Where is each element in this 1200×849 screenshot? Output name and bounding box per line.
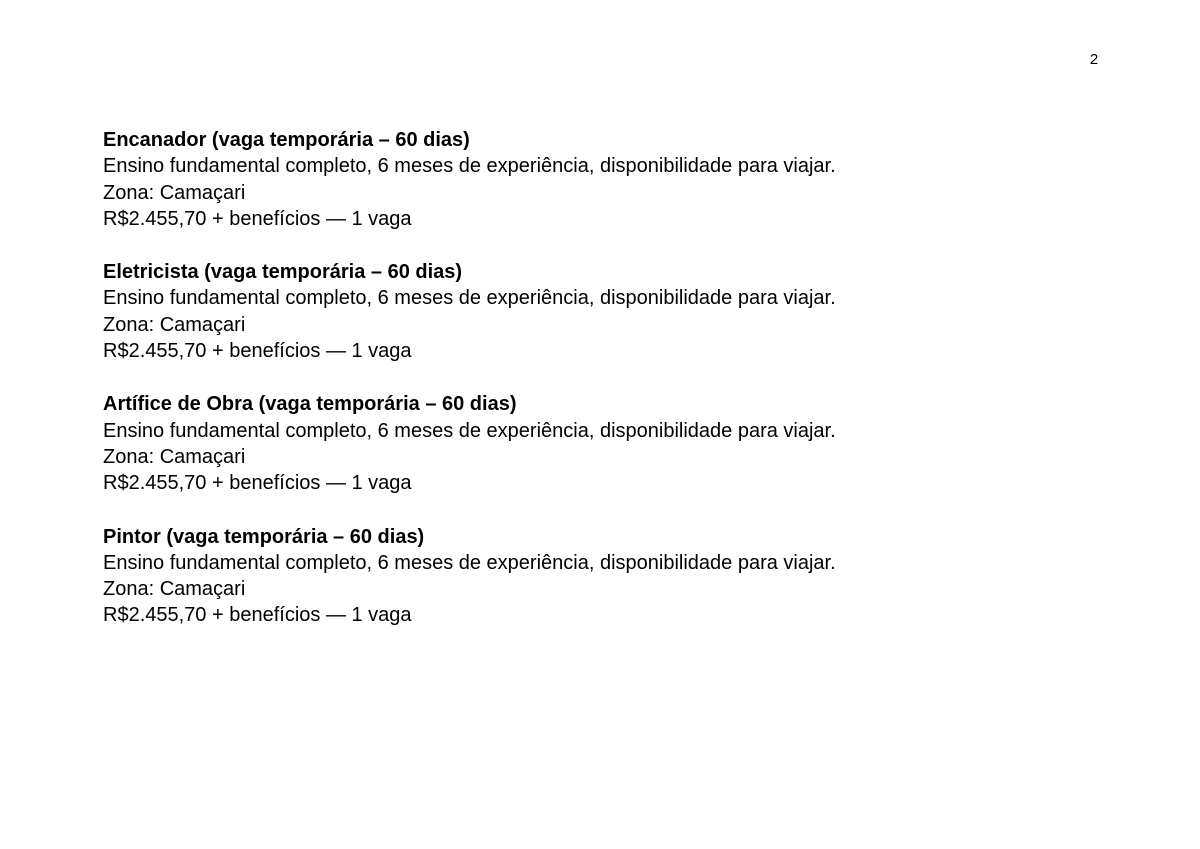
job-title: Pintor (vaga temporária – 60 dias) [103,525,425,548]
page-number: 2 [1089,51,1099,68]
job-salary: R$2.455,70 + benefícios — 1 vaga [103,207,412,230]
job-requirements: Ensino fundamental completo, 6 meses de experiência, disponibilidade para viajar. [103,419,836,442]
job-requirements: Ensino fundamental completo, 6 meses de experiência, disponibilidade para viajar. [103,551,836,574]
job-salary: R$2.455,70 + benefícios — 1 vaga [103,604,412,627]
job-listings [103,127,1103,656]
job-listing-pintor [103,524,1103,629]
job-title: Encanador (vaga temporária – 60 dias) [103,129,470,151]
job-salary: R$2.455,70 + benefícios — 1 vaga [103,340,412,363]
job-listing-artifice-de-obra [103,391,1103,496]
job-listing-eletricista [103,259,1103,364]
job-zone: Zona: Camaçari [103,181,246,204]
job-requirements: Ensino fundamental completo, 6 meses de experiência, disponibilidade para viajar. [103,287,836,310]
job-title: Artífice de Obra (vaga temporária – 60 dias) [103,393,517,416]
job-zone: Zona: Camaçari [103,313,246,336]
job-zone: Zona: Camaçari [103,578,246,601]
job-salary: R$2.455,70 + benefícios — 1 vaga [103,472,412,495]
job-zone: Zona: Camaçari [103,445,246,468]
job-title: Eletricista (vaga temporária – 60 dias) [103,261,463,284]
job-requirements: Ensino fundamental completo, 6 meses de experiência, disponibilidade para viajar. [103,155,836,178]
job-listing-encanador [103,127,1103,232]
